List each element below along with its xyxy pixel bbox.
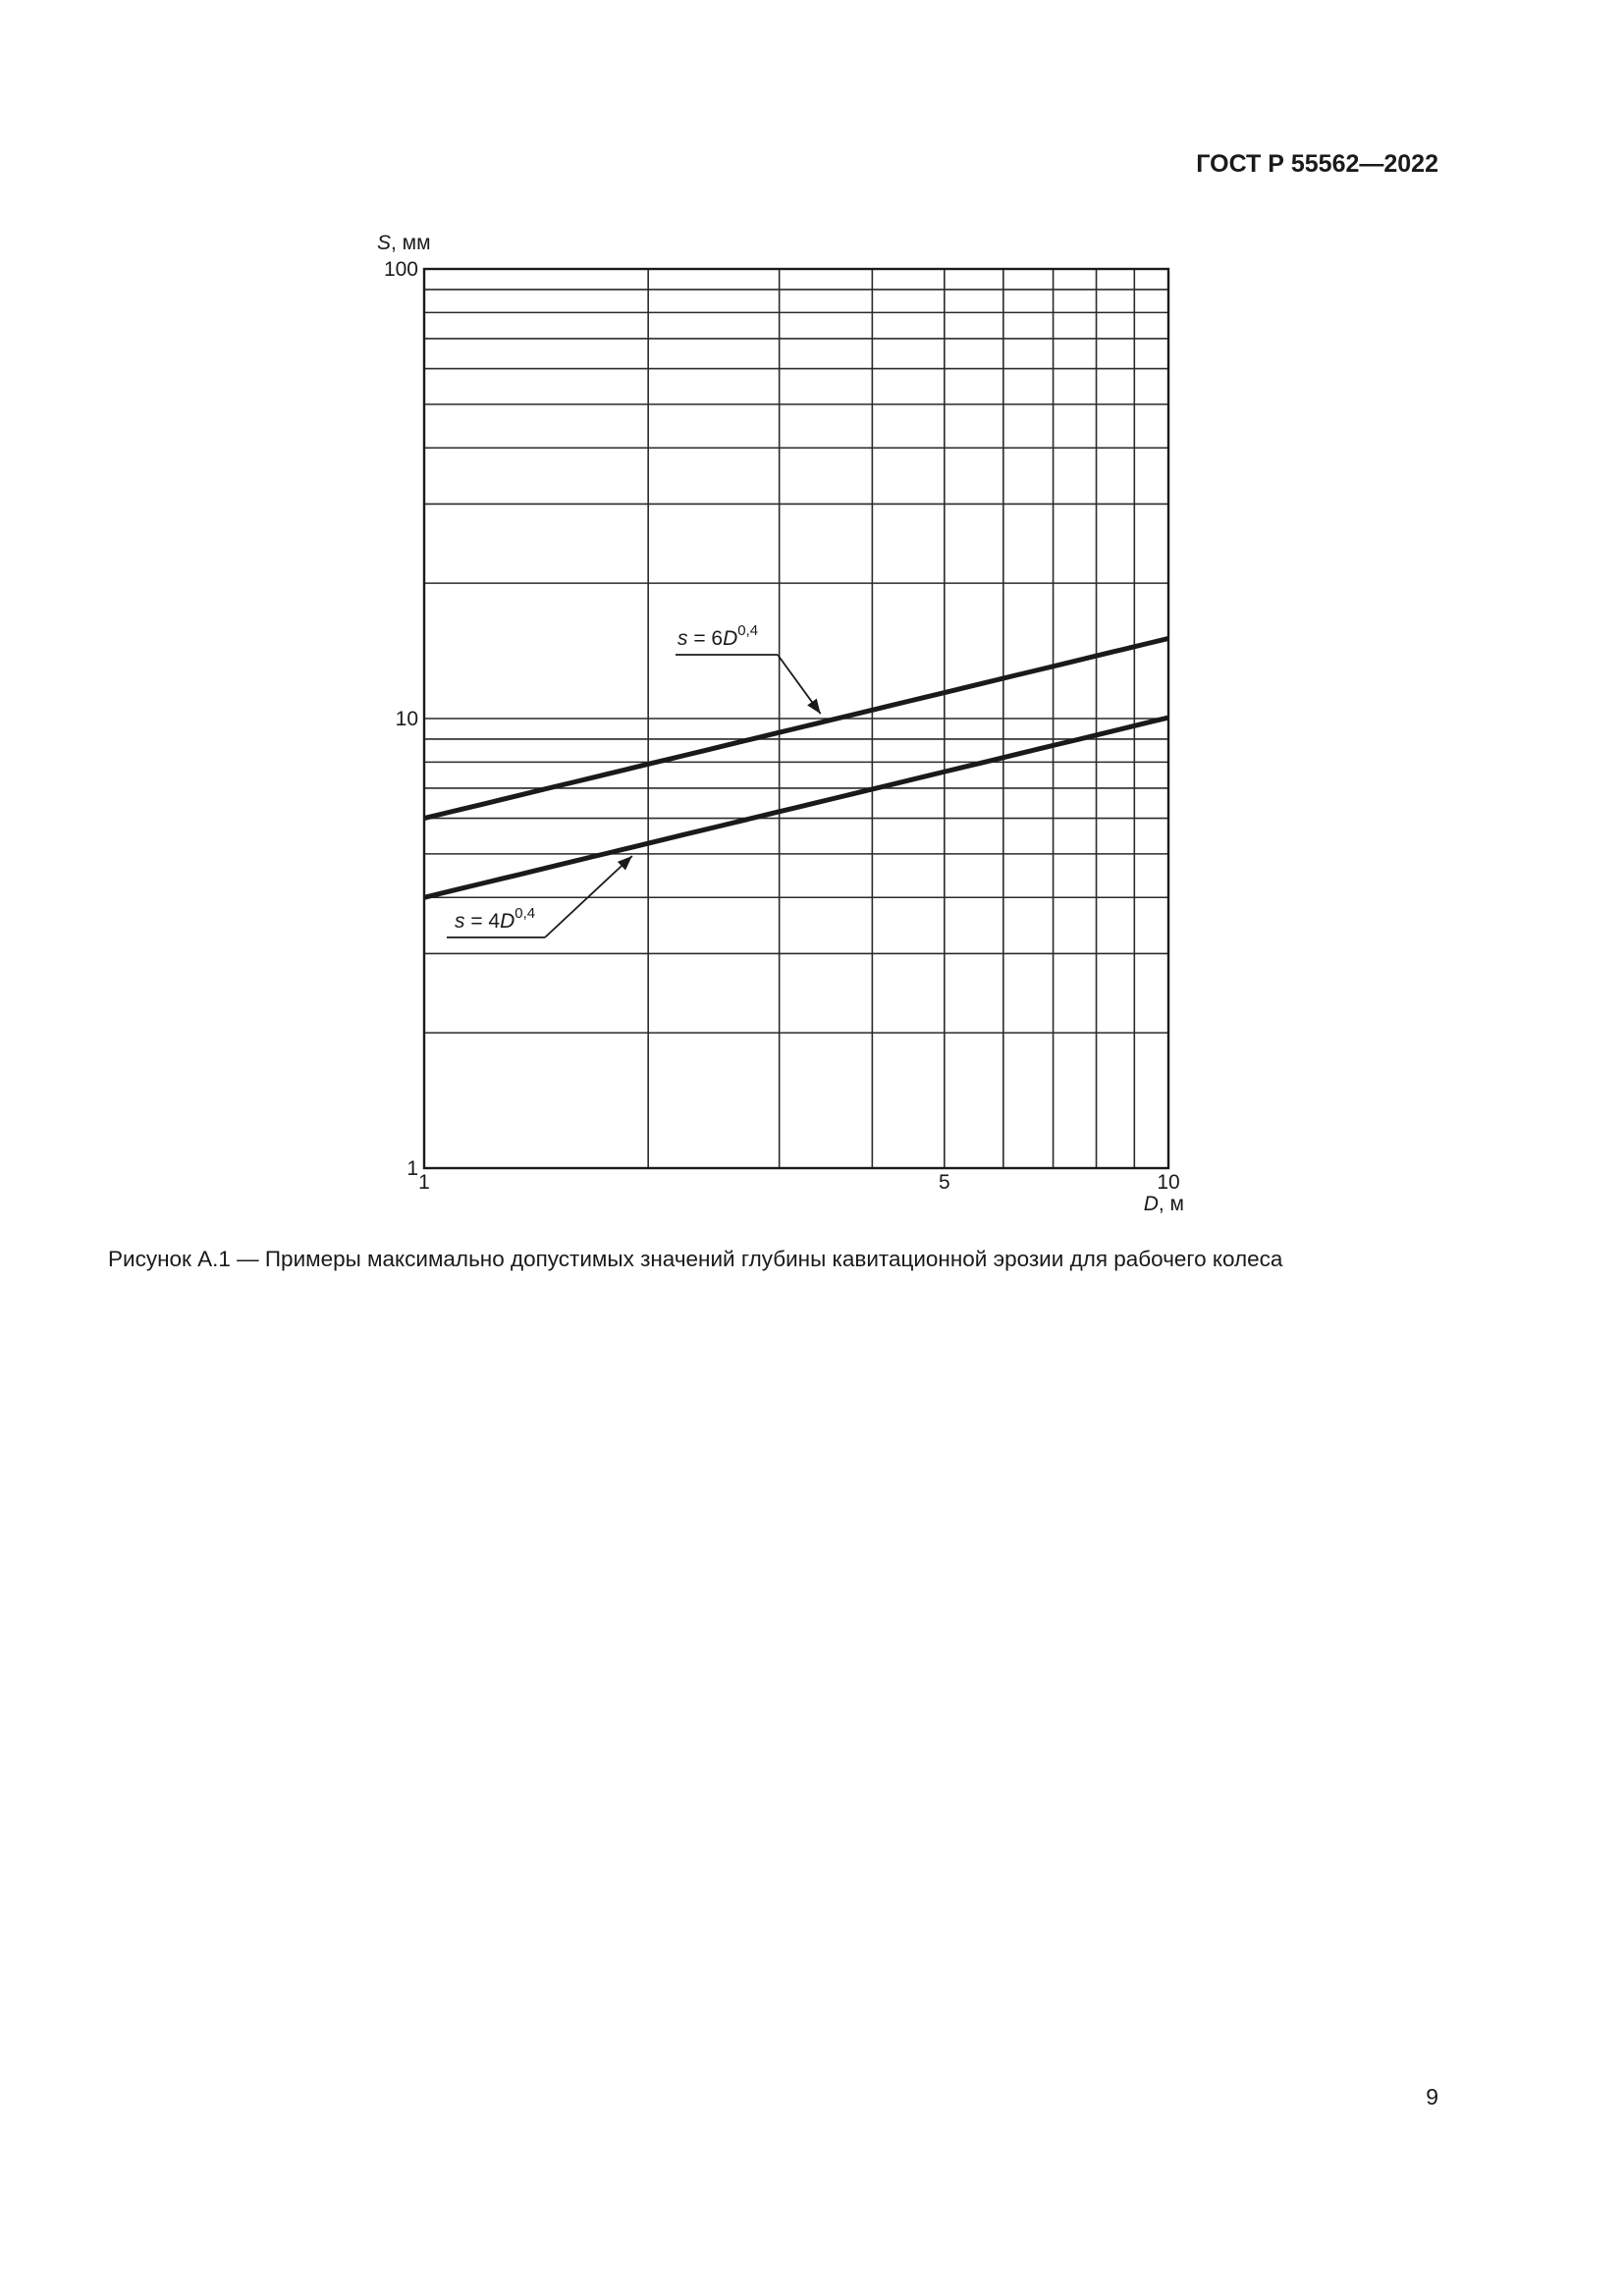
x-tick-labels	[418, 1171, 1180, 1194]
series-line-6D	[424, 638, 1168, 818]
x-tick-label: 1	[418, 1171, 430, 1194]
y-axis-unit: , мм	[391, 232, 431, 254]
series-label-4D-eq: = 4	[464, 910, 501, 933]
x-tick-label: 10	[1157, 1171, 1180, 1194]
figure-caption: Рисунок А.1 — Примеры максимально допустимых значений глубины кавитационной эрозии для рабочего колеса	[108, 1247, 1283, 1271]
label-leaders	[447, 655, 821, 937]
document-code: ГОСТ Р 55562—2022	[1196, 150, 1438, 178]
series-label-4D-lhs: s	[455, 910, 465, 933]
series-label-4D	[455, 905, 535, 933]
series-label-4D-base: D	[500, 910, 515, 933]
y-tick-label: 1	[406, 1157, 418, 1180]
x-axis-symbol: D	[1143, 1193, 1159, 1215]
y-tick-label: 10	[395, 708, 418, 730]
x-axis-label	[1144, 1193, 1184, 1215]
y-axis-symbol: S	[377, 232, 392, 254]
y-tick-labels	[384, 258, 418, 1180]
y-tick-label: 100	[383, 258, 418, 281]
series-line-4D	[424, 718, 1168, 897]
x-tick-label: 5	[938, 1171, 950, 1194]
series-label-6D-lhs: s	[677, 627, 688, 650]
series-label-6D-eq: = 6	[687, 627, 724, 650]
series-label-6D-base: D	[723, 627, 738, 650]
x-axis-unit: , м	[1158, 1193, 1184, 1215]
leader-arrowhead	[807, 699, 821, 715]
series-label-4D-exp: 0,4	[514, 905, 536, 922]
series-label-6D	[677, 622, 758, 650]
series-lines	[424, 638, 1168, 897]
page-number: 9	[1426, 2084, 1438, 2109]
grid-lines	[424, 269, 1168, 1168]
series-label-6D-exp: 0,4	[737, 622, 759, 639]
y-axis-label	[377, 232, 431, 254]
